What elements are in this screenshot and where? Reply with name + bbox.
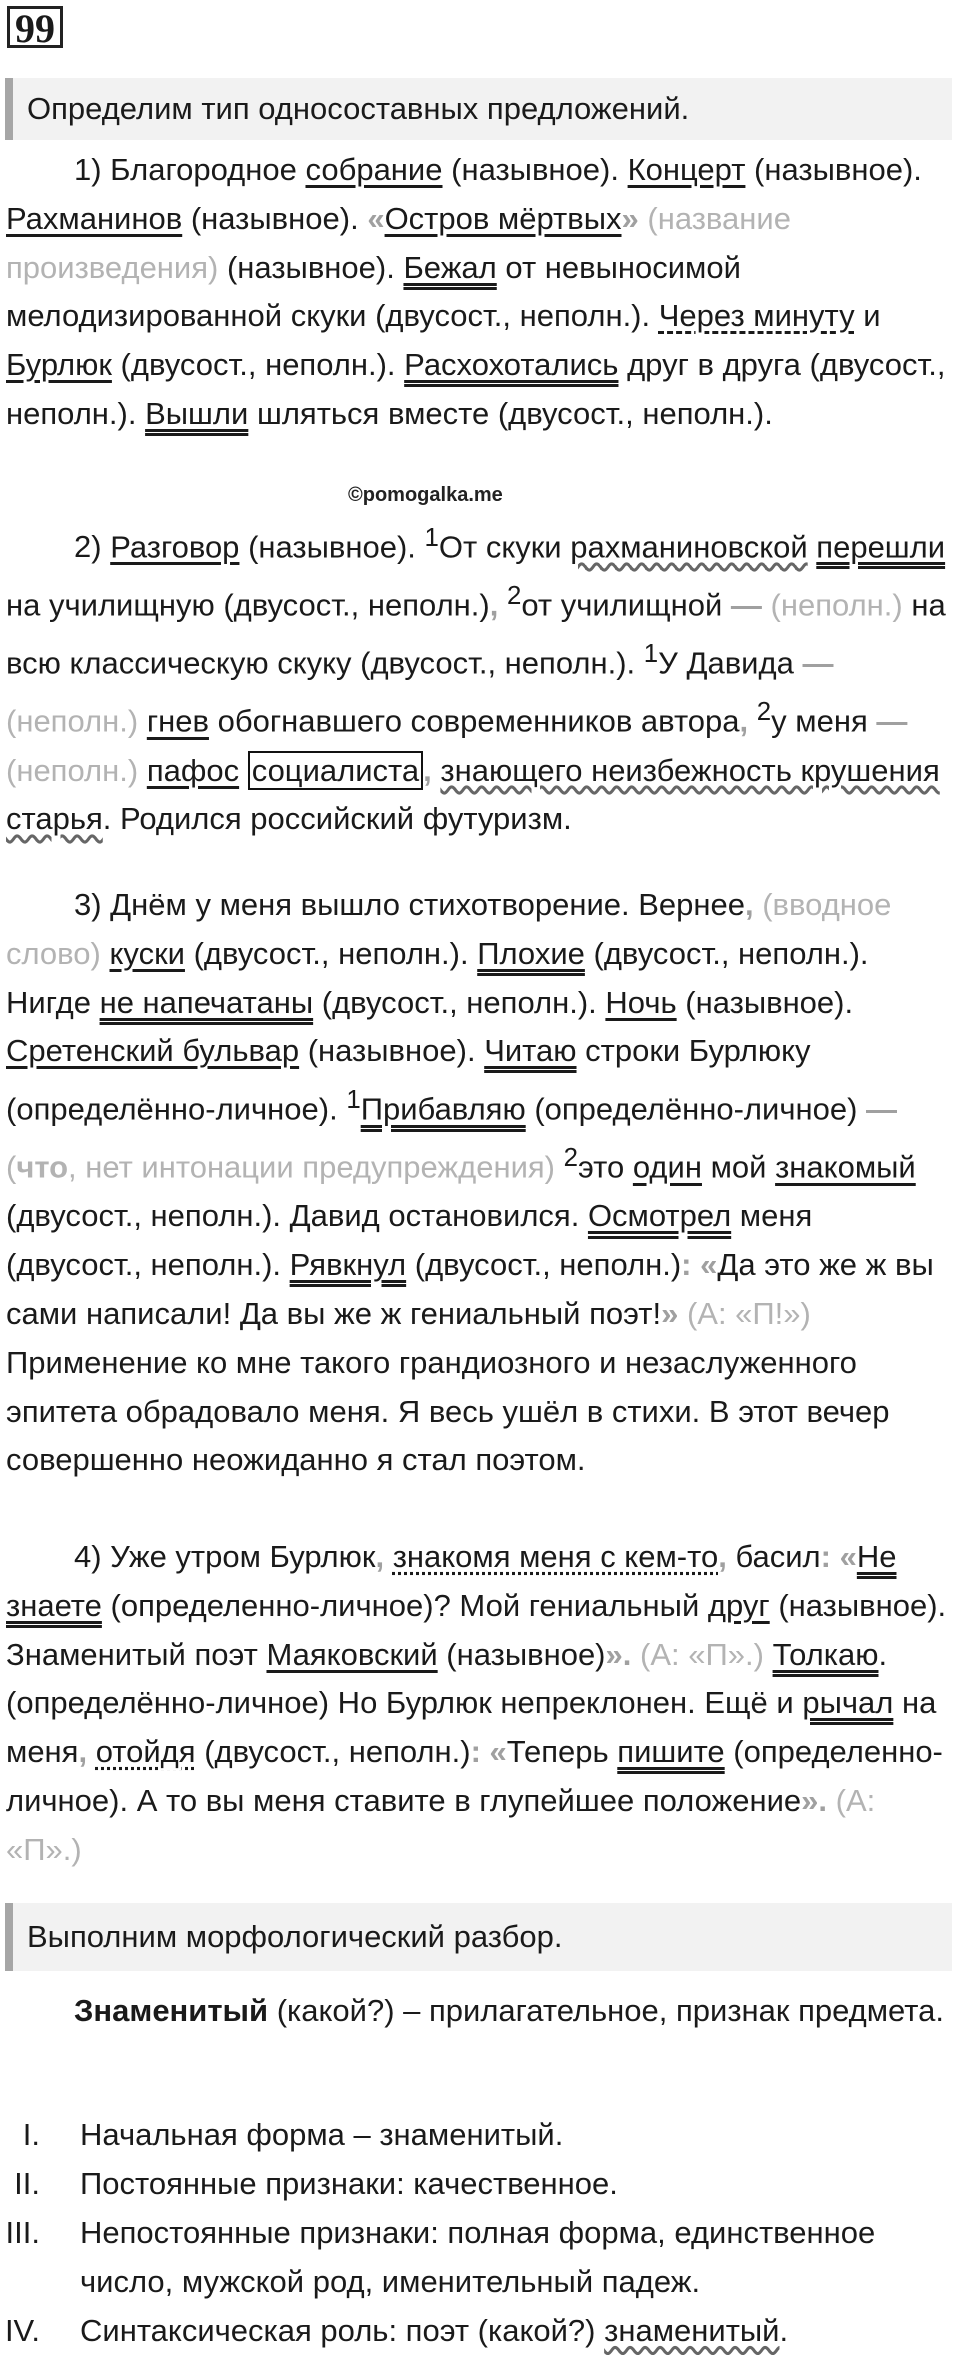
defined-word-box: социалиста xyxy=(248,751,423,790)
predicate-word: пишите xyxy=(617,1734,725,1770)
quote-mark: « xyxy=(367,200,385,236)
comma-mark: , xyxy=(375,1539,385,1574)
text: (назывное). xyxy=(190,200,359,236)
watermark: ©pomogalka.me xyxy=(348,484,503,506)
predicate-word: Рявкнул xyxy=(289,1247,407,1283)
section-header-morph: Выполним морфологический разбор. xyxy=(5,1903,952,1971)
text: (определённо-личное) xyxy=(534,1091,858,1127)
list-text: Непостоянные признаки: полная форма, единственное число, мужской род, именительный падеж. xyxy=(80,2215,876,2299)
clause-index: 2 xyxy=(563,1144,579,1173)
dash-mark: — xyxy=(866,1091,898,1127)
analyzed-word: Знаменитый xyxy=(74,1993,269,2028)
dot-mark: . xyxy=(818,1782,828,1818)
text: басил xyxy=(735,1539,821,1574)
quote-mark: » xyxy=(661,1296,679,1332)
text: Синтаксическая роль: поэт (какой?) xyxy=(80,2313,596,2348)
colon-mark: : xyxy=(820,1539,831,1574)
predicate-word: рычал xyxy=(802,1685,894,1721)
paragraph-2 xyxy=(6,514,954,844)
text: (определенно-личное). А то вы меня ставите в глупейшее положение xyxy=(6,1734,943,1818)
subject-word: Ночь xyxy=(605,984,677,1020)
grey-note: (неполн.) xyxy=(770,587,903,623)
quote-mark: « xyxy=(839,1539,857,1574)
list-number: II. xyxy=(14,2166,40,2201)
subject-word: Сретенский бульвар xyxy=(6,1033,300,1069)
text: У Давида xyxy=(658,645,794,681)
colon-mark: : xyxy=(681,1247,692,1283)
participial-phrase: знающего неизбежность крушения старья xyxy=(6,752,940,837)
morph-intro xyxy=(6,1987,954,2036)
dot-mark: . xyxy=(622,1636,632,1672)
text: (какой?) – прилагательное, признак предмета. xyxy=(276,1993,944,2028)
dash-mark: — xyxy=(802,645,834,681)
subject-word: Бурлюк xyxy=(6,347,112,383)
subject-word: друг xyxy=(707,1587,770,1623)
comma-mark: , xyxy=(423,752,432,788)
text: 2) xyxy=(74,529,102,565)
list-text xyxy=(80,2306,950,2355)
text: (назывное). xyxy=(248,529,416,565)
predicate-word: Вышли xyxy=(145,395,249,431)
text: . (определённо-личное) Но Бурлюк непреклонен. Ещё и xyxy=(6,1636,888,1721)
subject-word: Рахманинов xyxy=(6,200,183,236)
adverbial-word: отойдя xyxy=(95,1734,196,1770)
subject-word: Маяковский xyxy=(266,1636,438,1672)
text: на всю классическую скуку (двусост., неполн.). xyxy=(6,587,946,681)
grey-note: , нет интонации предупреждения) xyxy=(68,1149,556,1185)
dash-mark: — xyxy=(730,587,762,623)
subject-word: собрание xyxy=(305,152,443,187)
adverbial-word: Через минуту xyxy=(658,298,855,334)
grey-note: (неполн.) xyxy=(6,752,139,788)
text: 1) Благородное xyxy=(74,152,297,187)
subject-word: Остров мёртвых xyxy=(384,200,622,236)
paragraph-1 xyxy=(6,146,954,439)
clause-index: 2 xyxy=(506,582,522,611)
subject-word: куски xyxy=(109,935,185,971)
text: (назывное). Знаменитый поэт xyxy=(6,1587,947,1672)
quote-mark: » xyxy=(621,200,639,236)
comma-mark: , xyxy=(718,1539,727,1574)
text: от училищной xyxy=(521,587,723,623)
text: (двусост., неполн.). xyxy=(321,984,597,1020)
grey-note: (А: «П».) xyxy=(6,1782,876,1867)
text: друг в друга (двусост., неполн.). xyxy=(6,347,946,431)
predicate-word: Осмотрел xyxy=(587,1198,732,1234)
predicate-word: Прибавляю xyxy=(360,1091,526,1127)
subject-word: пафос xyxy=(146,752,240,788)
subject-word: один xyxy=(632,1149,702,1185)
text: (назывное). xyxy=(226,249,395,285)
text: (двусост., неполн.). Давид остановился. xyxy=(6,1198,580,1234)
text: у меня xyxy=(771,703,868,739)
text: на меня xyxy=(6,1685,937,1770)
list-item xyxy=(0,2159,960,2208)
text: 4) Уже утром Бурлюк xyxy=(74,1539,376,1574)
text: . Родился российский футуризм. xyxy=(102,801,572,837)
predicate-word: Расхохотались xyxy=(404,347,619,383)
quote-mark: » xyxy=(605,1636,623,1672)
grey-note: (вводное слово) xyxy=(6,887,892,971)
list-item xyxy=(0,2110,960,2159)
grey-note-bold: что xyxy=(16,1149,69,1185)
subject-word: знакомый xyxy=(775,1149,916,1185)
list-text: Начальная форма – знаменитый. xyxy=(80,2117,564,2152)
text: (определенно-личное)? Мой гениальный xyxy=(110,1587,700,1623)
adverbial-phrase: знакомя меня с кем-то xyxy=(392,1539,719,1574)
list-text: Постоянные признаки: качественное. xyxy=(80,2166,618,2201)
text: (назывное). xyxy=(685,984,854,1020)
list-number: III. xyxy=(5,2215,40,2250)
predicate-word: Бежал xyxy=(403,249,497,285)
grey-note: (название произведения) xyxy=(6,200,791,285)
text: (двусост., неполн.). xyxy=(120,347,396,383)
text: мой xyxy=(710,1149,767,1185)
list-item xyxy=(0,2208,960,2306)
paragraph-4 xyxy=(6,1533,954,1875)
text: 3) Днём у меня вышло стихотворение. Вернее xyxy=(74,887,745,922)
clause-index: 1 xyxy=(346,1086,361,1115)
text: (назывное). xyxy=(754,152,922,187)
text: От скуки xyxy=(438,529,562,565)
subject-word: Разговор xyxy=(110,529,240,565)
text: (назывное) xyxy=(446,1636,606,1672)
comma-mark: , xyxy=(739,703,749,739)
section-header-types: Определим тип односоставных предложений. xyxy=(5,78,952,140)
list-item xyxy=(0,2306,960,2355)
text: меня (двусост., неполн.). xyxy=(6,1198,813,1283)
comma-mark: , xyxy=(744,887,754,922)
grey-note: (А: «П».) xyxy=(640,1636,764,1672)
task-number: 99 xyxy=(7,6,63,48)
text: Да это же ж вы сами написали! Да вы же ж гениальный поэт! xyxy=(6,1247,934,1332)
list-number: IV. xyxy=(4,2313,40,2348)
quote-mark: « xyxy=(700,1247,718,1283)
predicate-word: Не знаете xyxy=(6,1539,897,1623)
clause-index: 2 xyxy=(756,698,772,727)
attribute-word: знаменитый xyxy=(604,2313,780,2348)
text: (двусост., неполн.). Нигде xyxy=(6,935,869,1020)
predicate-word: перешли xyxy=(816,529,946,565)
text: Применение ко мне такого грандиозного и незаслуженного эпитета обрадовало меня. Я весь ушёл в стихи. В этот вечер совершенно неожиданно я стал поэтом. xyxy=(6,1344,890,1478)
attribute-word: рахманиновской xyxy=(570,529,808,565)
quote-mark: « xyxy=(489,1734,507,1770)
text: (назывное). xyxy=(451,152,619,187)
text: и xyxy=(863,298,881,334)
subject-word: Концерт xyxy=(627,152,746,187)
colon-mark: : xyxy=(470,1734,481,1770)
text: это xyxy=(578,1149,625,1185)
subject-word: гнев xyxy=(146,703,209,739)
comma-mark: , xyxy=(78,1734,88,1770)
quote-mark: » xyxy=(801,1782,819,1818)
grey-note-open: ( xyxy=(6,1149,17,1185)
text: от невыносимой мелодизированной скуки (двусост., неполн.). xyxy=(6,249,741,334)
text: (двусост., неполн.) xyxy=(414,1247,682,1283)
predicate-word: не напечатаны xyxy=(99,984,314,1020)
predicate-word: Толкаю xyxy=(772,1636,879,1672)
text: шляться вместе (двусост., неполн.). xyxy=(256,395,773,431)
text: Теперь xyxy=(506,1734,609,1770)
text: на училищную (двусост., неполн.) xyxy=(6,587,490,623)
clause-index: 1 xyxy=(424,524,439,552)
predicate-word: Читаю xyxy=(484,1033,577,1069)
text: (двусост., неполн.). xyxy=(193,935,469,971)
clause-index: 1 xyxy=(643,640,659,669)
grey-note: (А: «П!») xyxy=(686,1296,811,1332)
list-number: I. xyxy=(22,2117,40,2152)
predicate-word: Плохие xyxy=(477,935,585,971)
grey-note: (неполн.) xyxy=(6,703,139,739)
text: строки Бурлюку (определённо-личное). xyxy=(6,1033,811,1127)
paragraph-3 xyxy=(6,881,954,1485)
comma-mark: , xyxy=(489,587,499,623)
dash-mark: — xyxy=(876,703,908,739)
text: обогнавшего современников автора xyxy=(217,703,740,739)
text: (назывное). xyxy=(307,1033,476,1069)
text: (двусост., неполн.) xyxy=(204,1734,471,1770)
text: . xyxy=(779,2313,789,2348)
